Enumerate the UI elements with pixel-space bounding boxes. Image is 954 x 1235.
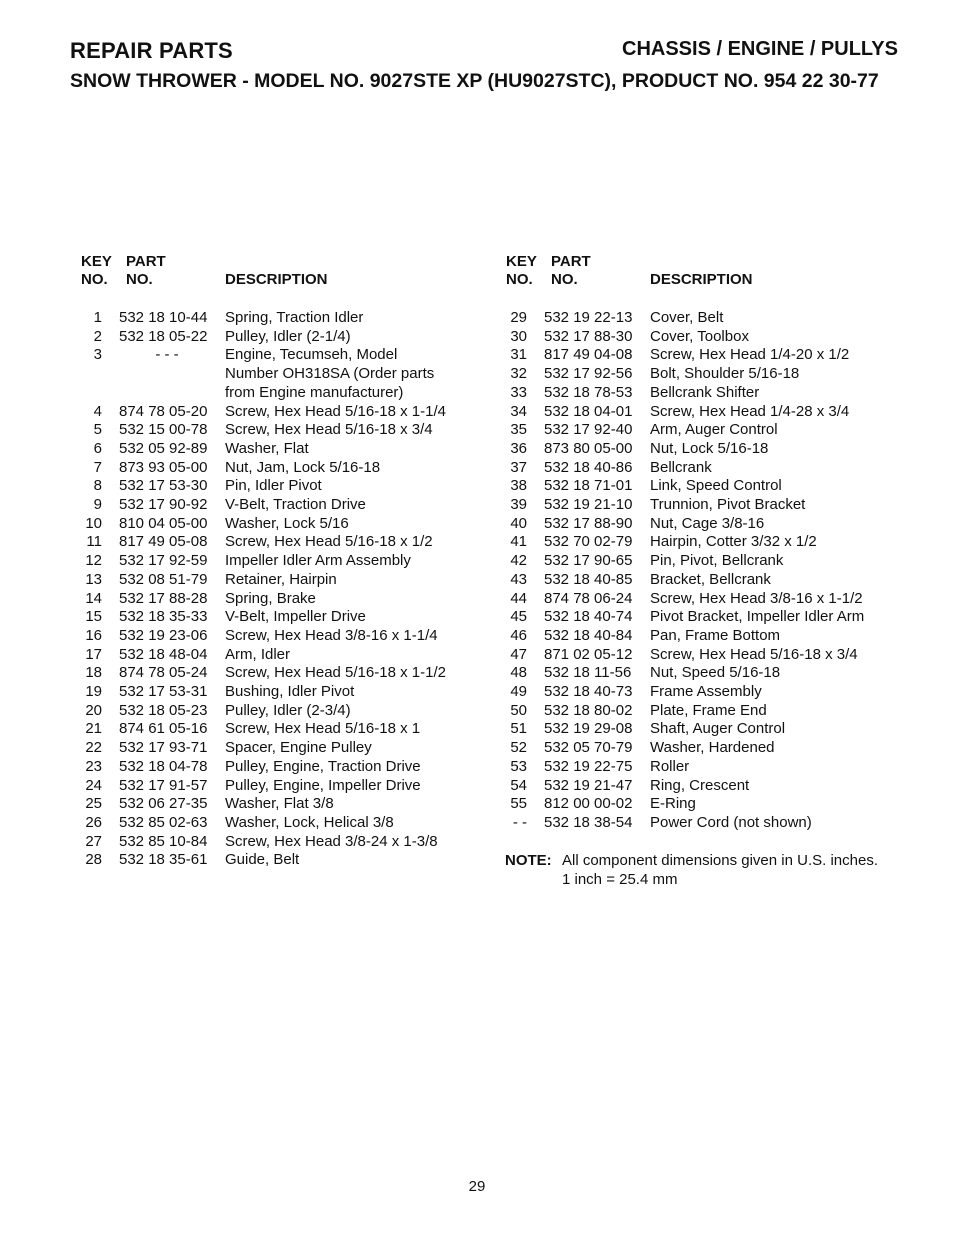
- part-number: 532 18 35-61: [119, 851, 208, 869]
- key-number: 35: [510, 421, 527, 439]
- table-row: [80, 346, 480, 402]
- part-number: 817 49 04-08: [544, 346, 633, 364]
- key-number: 47: [510, 645, 527, 663]
- part-number: 532 18 40-84: [544, 626, 633, 644]
- part-description: V-Belt, Impeller Drive: [225, 608, 366, 626]
- key-number: 15: [85, 608, 102, 626]
- table-row: [80, 664, 480, 683]
- table-row: [80, 328, 480, 347]
- key-header-line2: NO.: [81, 271, 108, 288]
- part-number: 532 18 10-44: [119, 309, 208, 326]
- parts-rows: [80, 309, 480, 870]
- parts-list-left: [80, 253, 480, 870]
- part-number: 810 04 05-00: [119, 514, 208, 532]
- part-description: Pan, Frame Bottom: [650, 626, 781, 644]
- page-header: [70, 38, 898, 66]
- key-number: 31: [510, 346, 527, 364]
- part-description: Power Cord (not shown): [650, 813, 812, 831]
- table-row: [505, 608, 905, 627]
- key-number: 18: [85, 664, 102, 682]
- part-description: Spring, Brake: [225, 589, 316, 607]
- part-header-line2: NO.: [551, 271, 578, 288]
- part-number: 532 18 40-86: [544, 458, 633, 476]
- part-description: Pulley, Idler (2-3/4): [225, 701, 351, 719]
- part-number: 532 19 21-47: [544, 776, 633, 794]
- key-number: 51: [510, 720, 527, 738]
- note-line2: 1 inch = 25.4 mm: [562, 870, 678, 888]
- part-description: Trunnion, Pivot Bracket: [650, 496, 806, 514]
- table-row: [80, 720, 480, 739]
- part-number: 532 17 92-56: [544, 365, 633, 383]
- table-row: [80, 496, 480, 515]
- part-description: E-Ring: [650, 795, 696, 813]
- table-row: [505, 496, 905, 515]
- model-subtitle: SNOW THROWER - MODEL NO. 9027STE XP (HU9027STC), PRODUCT NO. 954 22 30-77: [70, 70, 879, 92]
- parts-list-right: [505, 253, 905, 889]
- key-number: 34: [510, 402, 527, 420]
- part-number: 532 17 53-30: [119, 477, 208, 495]
- key-number: 7: [93, 458, 102, 476]
- part-description: Pulley, Engine, Impeller Drive: [225, 776, 421, 794]
- part-header-line1: PART: [126, 253, 166, 270]
- part-description: Nut, Cage 3/8-16: [650, 514, 765, 532]
- table-row: [80, 403, 480, 422]
- table-row: [80, 833, 480, 852]
- table-row: [80, 571, 480, 590]
- key-number: 43: [510, 570, 527, 588]
- table-row: [505, 758, 905, 777]
- part-number: 532 18 05-23: [119, 701, 208, 719]
- subsection-title: CHASSIS / ENGINE / PULLYS: [622, 38, 898, 60]
- table-row: [80, 608, 480, 627]
- part-number: 532 17 90-65: [544, 552, 633, 570]
- key-number: 17: [85, 645, 102, 663]
- key-number: 12: [85, 552, 102, 570]
- part-number: 874 78 05-20: [119, 402, 208, 420]
- parts-rows: [505, 309, 905, 833]
- part-description: Retainer, Hairpin: [225, 570, 337, 588]
- key-number: 5: [93, 421, 102, 439]
- part-description: Cover, Toolbox: [650, 327, 749, 345]
- part-description: Screw, Hex Head 5/16-18 x 1/2: [225, 533, 433, 551]
- key-number: 49: [510, 683, 527, 701]
- table-row: [80, 814, 480, 833]
- key-header-line1: KEY: [81, 253, 112, 270]
- key-number: 41: [510, 533, 527, 551]
- key-number: 19: [85, 683, 102, 701]
- part-description: Number OH318SA (Order parts: [225, 365, 435, 383]
- part-description: Spring, Traction Idler: [225, 309, 364, 326]
- table-row: [80, 459, 480, 478]
- description-header: DESCRIPTION: [650, 271, 753, 288]
- table-row: [505, 477, 905, 496]
- part-number: 532 18 11-56: [544, 664, 632, 682]
- table-row: [80, 646, 480, 665]
- part-number: 532 18 40-73: [544, 683, 633, 701]
- part-number: 532 18 04-78: [119, 757, 208, 775]
- part-description: Nut, Speed 5/16-18: [650, 664, 781, 682]
- part-description: Pulley, Idler (2-1/4): [225, 327, 351, 345]
- table-row: [505, 590, 905, 609]
- table-row: [505, 683, 905, 702]
- table-row: [80, 309, 480, 328]
- table-row: [80, 533, 480, 552]
- table-row: [505, 571, 905, 590]
- part-description: Bracket, Bellcrank: [650, 570, 771, 588]
- key-number: 36: [510, 439, 527, 457]
- note-label: NOTE:: [505, 851, 552, 869]
- key-number: 3: [93, 346, 102, 364]
- part-number: 874 78 05-24: [119, 664, 208, 682]
- note-line1: All component dimensions given in U.S. inches.: [562, 851, 878, 869]
- key-number: 50: [510, 701, 527, 719]
- part-number: 871 02 05-12: [544, 645, 633, 663]
- part-number: 532 85 10-84: [119, 832, 208, 850]
- part-description: Roller: [650, 757, 690, 775]
- part-number: 532 19 29-08: [544, 720, 633, 738]
- table-row: [80, 683, 480, 702]
- key-number: 39: [510, 496, 527, 514]
- key-number: 45: [510, 608, 527, 626]
- key-number: 10: [85, 514, 102, 532]
- part-header-line1: PART: [551, 253, 591, 270]
- part-number: 532 17 93-71: [119, 739, 208, 757]
- key-number: 38: [510, 477, 527, 495]
- dimension-note: [505, 851, 905, 889]
- key-number: 4: [93, 402, 102, 420]
- part-description: Nut, Jam, Lock 5/16-18: [225, 458, 381, 476]
- part-number: - - -: [155, 346, 179, 364]
- key-number: 53: [510, 757, 527, 775]
- key-number: 23: [85, 757, 102, 775]
- column-headers: [80, 253, 480, 291]
- table-row: [505, 533, 905, 552]
- key-header-line2: NO.: [506, 271, 533, 288]
- part-number: 532 17 92-40: [544, 421, 633, 439]
- table-row: [505, 384, 905, 403]
- part-description: Screw, Hex Head 3/8-16 x 1-1/2: [650, 589, 863, 607]
- part-number: 532 17 90-92: [119, 496, 208, 514]
- table-row: [505, 440, 905, 459]
- part-number: 874 78 06-24: [544, 589, 633, 607]
- key-number: 2: [93, 327, 102, 345]
- part-number: 532 18 48-04: [119, 645, 208, 663]
- table-row: [505, 664, 905, 683]
- part-description: Screw, Hex Head 5/16-18 x 1-1/4: [225, 402, 446, 420]
- key-header-line1: KEY: [506, 253, 537, 270]
- part-number: 532 18 04-01: [544, 402, 633, 420]
- table-row: [80, 739, 480, 758]
- part-description: Bushing, Idler Pivot: [225, 683, 355, 701]
- part-number: 532 85 02-63: [119, 813, 208, 831]
- part-description: V-Belt, Traction Drive: [225, 496, 366, 514]
- part-description: Washer, Flat 3/8: [225, 795, 334, 813]
- table-row: [505, 515, 905, 534]
- part-number: 532 18 05-22: [119, 327, 208, 345]
- table-row: [505, 795, 905, 814]
- table-row: [80, 590, 480, 609]
- part-description: Bellcrank Shifter: [650, 383, 760, 401]
- part-description: Link, Speed Control: [650, 477, 782, 495]
- part-description: Screw, Hex Head 5/16-18 x 1: [225, 720, 421, 738]
- table-row: [80, 795, 480, 814]
- key-number: 32: [510, 365, 527, 383]
- table-row: [505, 720, 905, 739]
- key-number: 26: [85, 813, 102, 831]
- key-number: 22: [85, 739, 102, 757]
- part-number: 532 18 35-33: [119, 608, 208, 626]
- key-number: 20: [85, 701, 102, 719]
- table-row: [505, 309, 905, 328]
- key-number: 16: [85, 626, 102, 644]
- key-number: 24: [85, 776, 102, 794]
- part-number: 532 05 70-79: [544, 739, 633, 757]
- table-row: [80, 552, 480, 571]
- key-number: 54: [510, 776, 527, 794]
- table-row: [80, 851, 480, 870]
- table-row: [505, 459, 905, 478]
- part-description: Screw, Hex Head 1/4-28 x 3/4: [650, 402, 850, 420]
- part-number: 532 18 40-85: [544, 570, 633, 588]
- part-number: 532 17 91-57: [119, 776, 208, 794]
- part-number: 532 19 22-75: [544, 757, 633, 775]
- key-number: 29: [510, 309, 527, 326]
- key-number: 25: [85, 795, 102, 813]
- table-row: [505, 646, 905, 665]
- key-number: 8: [93, 477, 102, 495]
- key-number: 52: [510, 739, 527, 757]
- part-description: Bolt, Shoulder 5/16-18: [650, 365, 800, 383]
- key-number: 40: [510, 514, 527, 532]
- part-description: Screw, Hex Head 5/16-18 x 3/4: [650, 645, 858, 663]
- table-row: [80, 477, 480, 496]
- part-description: Guide, Belt: [225, 851, 300, 869]
- part-description: from Engine manufacturer): [225, 383, 404, 401]
- part-number: 532 19 21-10: [544, 496, 633, 514]
- column-headers: [505, 253, 905, 291]
- table-row: [80, 758, 480, 777]
- part-description: Arm, Auger Control: [650, 421, 778, 439]
- table-row: [80, 440, 480, 459]
- table-row: [80, 627, 480, 646]
- part-description: Frame Assembly: [650, 683, 762, 701]
- key-number: 9: [93, 496, 102, 514]
- part-description: Cover, Belt: [650, 309, 724, 326]
- key-number: 27: [85, 832, 102, 850]
- table-row: [505, 702, 905, 721]
- part-description: Washer, Lock, Helical 3/8: [225, 813, 394, 831]
- part-description: Ring, Crescent: [650, 776, 750, 794]
- part-description: Washer, Flat: [225, 439, 309, 457]
- part-number: 532 17 88-28: [119, 589, 208, 607]
- page-number: 29: [468, 1178, 486, 1195]
- table-row: [505, 739, 905, 758]
- part-number: 532 05 92-89: [119, 439, 208, 457]
- part-description: Impeller Idler Arm Assembly: [225, 552, 411, 570]
- table-row: [80, 702, 480, 721]
- section-title: REPAIR PARTS: [70, 38, 233, 63]
- part-description: Shaft, Auger Control: [650, 720, 786, 738]
- part-number: 873 80 05-00: [544, 439, 633, 457]
- key-number: 14: [85, 589, 102, 607]
- part-number: 812 00 00-02: [544, 795, 633, 813]
- part-number: 532 15 00-78: [119, 421, 208, 439]
- table-row: [505, 328, 905, 347]
- table-row: [80, 777, 480, 796]
- part-number: 532 17 92-59: [119, 552, 208, 570]
- part-number: 873 93 05-00: [119, 458, 208, 476]
- part-description: Nut, Lock 5/16-18: [650, 439, 769, 457]
- key-number: 37: [510, 458, 527, 476]
- key-number: 28: [85, 851, 102, 869]
- key-number: 11: [86, 533, 102, 551]
- table-row: [505, 777, 905, 796]
- part-description: Screw, Hex Head 3/8-16 x 1-1/4: [225, 626, 438, 644]
- part-number: 532 18 78-53: [544, 383, 633, 401]
- part-number: 532 17 53-31: [119, 683, 208, 701]
- part-number: 532 18 40-74: [544, 608, 633, 626]
- part-description: Washer, Hardened: [650, 739, 775, 757]
- part-description: Screw, Hex Head 5/16-18 x 3/4: [225, 421, 433, 439]
- part-number: 532 17 88-30: [544, 327, 633, 345]
- table-row: [505, 421, 905, 440]
- part-description: Screw, Hex Head 5/16-18 x 1-1/2: [225, 664, 446, 682]
- key-number: 42: [510, 552, 527, 570]
- part-description: Hairpin, Cotter 3/32 x 1/2: [650, 533, 817, 551]
- part-description: Pulley, Engine, Traction Drive: [225, 757, 421, 775]
- part-description: Pin, Idler Pivot: [225, 477, 322, 495]
- part-description: Screw, Hex Head 3/8-24 x 1-3/8: [225, 832, 438, 850]
- part-number: 532 18 71-01: [544, 477, 633, 495]
- part-description: Engine, Tecumseh, Model: [225, 346, 398, 364]
- table-row: [505, 814, 905, 833]
- key-number: 44: [510, 589, 527, 607]
- part-number: 532 19 22-13: [544, 309, 633, 326]
- table-row: [505, 552, 905, 571]
- table-row: [505, 627, 905, 646]
- part-header-line2: NO.: [126, 271, 153, 288]
- part-number: 874 61 05-16: [119, 720, 208, 738]
- key-number: 6: [93, 439, 102, 457]
- key-number: 46: [510, 626, 527, 644]
- key-number: 30: [510, 327, 527, 345]
- part-number: 532 17 88-90: [544, 514, 633, 532]
- part-description: Pin, Pivot, Bellcrank: [650, 552, 784, 570]
- table-row: [505, 365, 905, 384]
- part-description: Screw, Hex Head 1/4-20 x 1/2: [650, 346, 850, 364]
- part-description: Pivot Bracket, Impeller Idler Arm: [650, 608, 865, 626]
- part-description: Spacer, Engine Pulley: [225, 739, 372, 757]
- part-description: Arm, Idler: [225, 645, 291, 663]
- part-number: 532 19 23-06: [119, 626, 208, 644]
- table-row: [80, 421, 480, 440]
- key-number: 1: [93, 309, 102, 326]
- table-row: [505, 403, 905, 422]
- key-number: 55: [510, 795, 527, 813]
- description-header: DESCRIPTION: [225, 271, 328, 288]
- key-number: 33: [510, 383, 527, 401]
- part-number: 817 49 05-08: [119, 533, 208, 551]
- key-number: - -: [512, 813, 527, 831]
- part-number: 532 18 80-02: [544, 701, 633, 719]
- part-number: 532 08 51-79: [119, 570, 208, 588]
- part-description: Washer, Lock 5/16: [225, 514, 349, 532]
- key-number: 13: [85, 570, 102, 588]
- part-number: 532 18 38-54: [544, 813, 633, 831]
- part-description: Plate, Frame End: [650, 701, 767, 719]
- part-number: 532 70 02-79: [544, 533, 633, 551]
- key-number: 48: [510, 664, 527, 682]
- table-row: [80, 515, 480, 534]
- part-description: Bellcrank: [650, 458, 712, 476]
- table-row: [505, 346, 905, 365]
- key-number: 21: [85, 720, 102, 738]
- part-number: 532 06 27-35: [119, 795, 208, 813]
